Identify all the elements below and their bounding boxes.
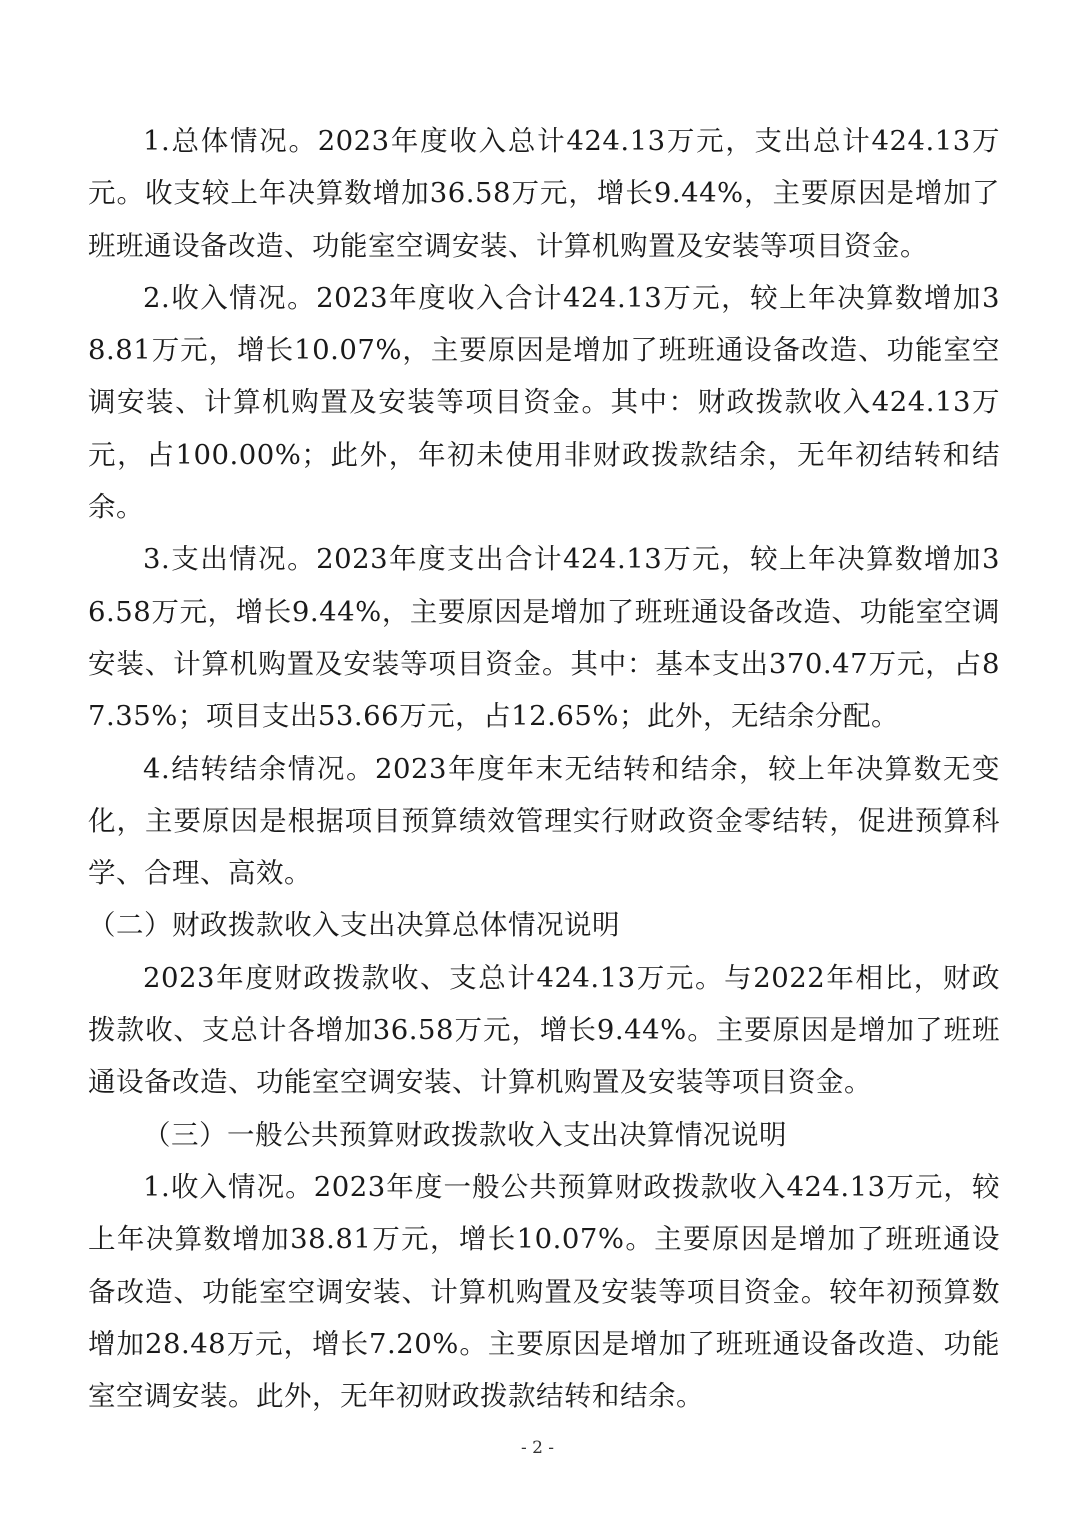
paragraph-overall: 1.总体情况。2023年度收入总计424.13万元，支出总计424.13万元。收支较上年决算数增加36.58万元，增长9.44%，主要原因是增加了班班通设备改造、功能室空调安装、计算机购置及安装等项目资金。 [88, 125, 1000, 262]
paragraph-fiscal-appropriation: 2023年度财政拨款收、支总计424.13万元。与2022年相比，财政拨款收、支总计各增加36.58万元，增长9.44%。主要原因是增加了班班通设备改造、功能室空调安装、计算机购置及安装等项目资金。 [88, 961, 1000, 1099]
document-body [88, 115, 1000, 1422]
section-heading-fiscal-appropriation: （二）财政拨款收入支出决算总体情况说明 [88, 909, 620, 942]
paragraph-expenditure: 3.支出情况。2023年度支出合计424.13万元，较上年决算数增加36.58万元，增长9.44%，主要原因是增加了班班通设备改造、功能室空调安装、计算机购置及安装等项目资金。其中：基本支出370.47万元，占87.35%；项目支出53.66万元，占12.65%；此外，无结余分配。 [88, 543, 1000, 733]
paragraph-carryover: 4.结转结余情况。2023年度年末无结转和结余，较上年决算数无变化，主要原因是根据项目预算绩效管理实行财政资金零结转，促进预算科学、合理、高效。 [88, 752, 1000, 890]
paragraph-general-budget-income: 1.收入情况。2023年度一般公共预算财政拨款收入424.13万元，较上年决算数增加38.81万元，增长10.07%。主要原因是增加了班班通设备改造、功能室空调安装、计算机购置及安装等项目资金。较年初预算数增加28.48万元，增长7.20%。主要原因是增加了班班通设备改造、功能室空调安装。此外，无年初财政拨款结转和结余。 [88, 1170, 1000, 1413]
page-number: - 2 - [520, 1438, 555, 1458]
paragraph-income: 2.收入情况。2023年度收入合计424.13万元，较上年决算数增加38.81万元，增长10.07%，主要原因是增加了班班通设备改造、功能室空调安装、计算机购置及安装等项目资金。其中：财政拨款收入424.13万元，占100.00%；此外，年初未使用非财政拨款结余，无年初结转和结余。 [88, 281, 1000, 524]
section-heading-general-budget: （三）一般公共预算财政拨款收入支出决算情况说明 [143, 1118, 787, 1151]
